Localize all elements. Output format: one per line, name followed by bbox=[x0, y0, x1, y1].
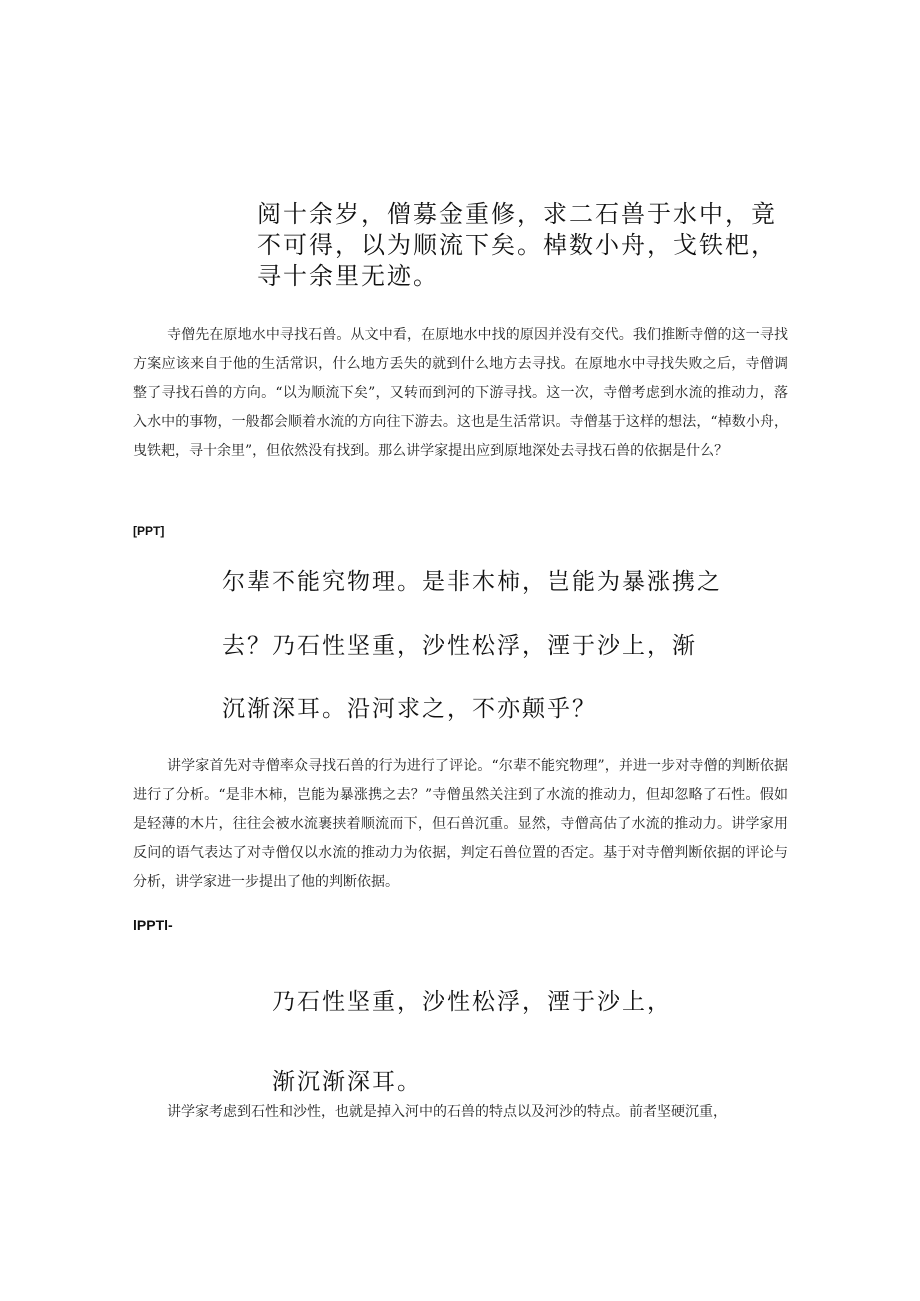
classical-quote-1: 阅十余岁，僧募金重修，求二石兽于水中，竟不可得，以为顺流下矣。棹数小舟，戈铁杷，寻十余里无迹。 bbox=[257, 200, 777, 290]
ppt-marker-2: lPPTl- bbox=[133, 917, 173, 933]
analysis-paragraph-3: 讲学家考虑到石性和沙性，也就是掉入河中的石兽的特点以及河沙的特点。前者坚硬沉重， bbox=[167, 1104, 727, 1120]
analysis-paragraph-2: 讲学家首先对寺僧率众寻找石兽的行为进行了评论。“尔辈不能究物理”，并进一步对寺僧的判断依据进行了分析。“是非木柿，岂能为暴涨携之去？”寺僧虽然关注到了水流的推动力，但却忽略了石性。假如是轻薄的木片，往往会被水流裹挟着顺流而下，但石兽沉重。显然，寺僧高估了水流的推动力。讲学家用反问的语气表达了对寺僧仅以水流的推动力为依据，判定石兽位置的否定。基于对寺僧判断依据的评论与分析，讲学家进一步提出了他的判断依据。 bbox=[133, 758, 788, 890]
classical-quote-2-line-2: 去？乃石性坚重，沙性松浮，湮于沙上，渐 bbox=[222, 633, 697, 659]
classical-quote-3-line-2: 渐沉渐深耳。 bbox=[272, 1069, 422, 1095]
classical-quote-2-line-3: 沉渐深耳。沿河求之，不亦颠乎？ bbox=[222, 696, 597, 722]
ppt-marker-1: [PPT] bbox=[133, 524, 165, 538]
analysis-paragraph-1: 寺僧先在原地水中寻找石兽。从文中看，在原地水中找的原因并没有交代。我们推断寺僧的这一寻找方案应该来自于他的生活常识，什么地方丢失的就到什么地方去寻找。在原地水中寻找失败之后，寺僧调整了寻找石兽的方向。“以为顺流下矣”，又转而到河的下游寻找。这一次，寺僧考虑到水流的推动力，落入水中的事物，一般都会顺着水流的方向往下游去。这也是生活常识。寺僧基于这样的想法，“棹数小舟，曳铁耙，寻十余里”，但依然没有找到。那么讲学家提出应到原地深处去寻找石兽的依据是什么？ bbox=[133, 327, 788, 459]
classical-quote-3-line-1: 乃石性坚重，沙性松浮，湮于沙上， bbox=[272, 989, 672, 1015]
classical-quote-2-line-1: 尔辈不能究物理。是非木柿，岂能为暴涨携之 bbox=[222, 569, 722, 595]
